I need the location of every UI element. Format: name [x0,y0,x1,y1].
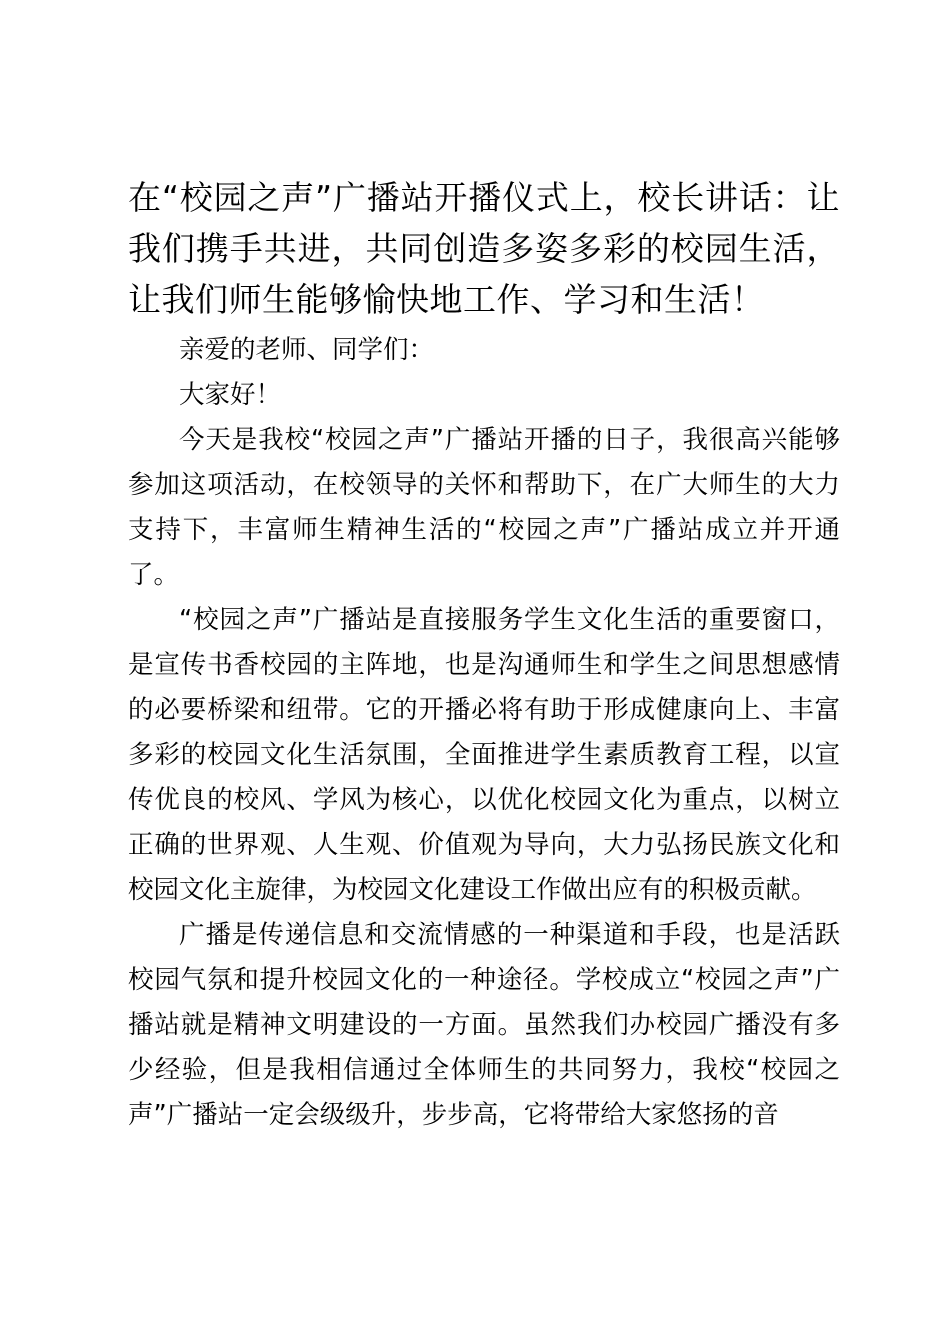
document-page [128,172,840,1138]
paragraph: “校园之声”广播站是直接服务学生文化生活的重要窗口，是宣传书香校园的主阵地，也是沟通师生和学生之间思想感情的必要桥梁和纽带。它的开播必将有助于形成健康向上、丰富多彩的校园文化生活氛围，全面推进学生素质教育工程，以宣传优良的校风、学风为核心，以优化校园文化为重点，以树立正确的世界观、人生观、价值观为导向，大力弘扬民族文化和校园文化主旋律，为校园文化建设工作做出应有的积极贡献。 [128,605,840,905]
document-title: 在“校园之声”广播站开播仪式上，校长讲话：让我们携手共进，共同创造多姿多彩的校园生活，让我们师生能够愉快地工作、学习和生活！ [128,178,840,319]
paragraph: 广播是传递信息和交流情感的一种渠道和手段，也是活跃校园气氛和提升校园文化的一种途径。学校成立“校园之声”广播站就是精神文明建设的一方面。虽然我们办校园广播没有多少经验，但是我相信通过全体师生的共同努力，我校“校园之声”广播站一定会级级升，步步高，它将带给大家悠扬的音 [128,920,840,1130]
paragraph: 今天是我校“校园之声”广播站开播的日子，我很高兴能够参加这项活动，在校领导的关怀和帮助下，在广大师生的大力支持下，丰富师生精神生活的“校园之声”广播站成立并开通了。 [128,425,840,590]
salutation: 亲爱的老师、同学们： [179,335,435,365]
greeting: 大家好！ [179,380,282,410]
document-body [128,328,840,1138]
